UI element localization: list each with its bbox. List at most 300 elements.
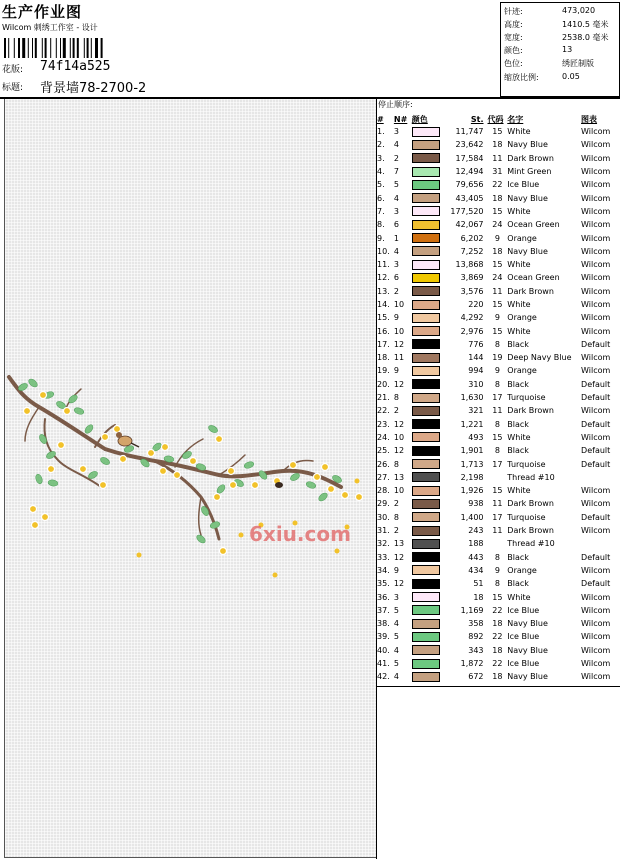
- stop-color: [412, 125, 448, 138]
- stop-code: 11: [492, 499, 503, 509]
- stop-index: 18.: [377, 353, 390, 363]
- table-row: [377, 577, 615, 590]
- stop-color: [412, 457, 448, 470]
- embroidery-design-image: [5, 99, 376, 857]
- stop-code: 24: [492, 273, 503, 283]
- stop-needle: 12: [393, 419, 405, 429]
- stop-name: Black: [507, 446, 529, 456]
- stop-index: 20.: [377, 379, 390, 389]
- col-stitches-header: St.: [470, 114, 484, 124]
- stop-chart: Wilcom: [581, 180, 611, 190]
- stat-value: 2538.0 毫米: [562, 33, 609, 42]
- stop-needle: 4: [393, 645, 399, 655]
- stop-stitches: 11,747: [455, 127, 484, 137]
- stop-color: [412, 431, 448, 444]
- stop-needle: 4: [393, 672, 399, 682]
- stop-name: White: [507, 592, 531, 602]
- stop-color: [412, 404, 448, 417]
- color-swatch: [412, 419, 440, 429]
- stop-index: 36.: [377, 592, 390, 602]
- table-row: [377, 364, 615, 377]
- stop-name: Dark Brown: [507, 526, 554, 536]
- stat-value: 473,020: [562, 6, 596, 15]
- stop-name: Deep Navy Blue: [507, 353, 572, 363]
- stop-color: [412, 218, 448, 231]
- table-row: [377, 497, 615, 510]
- stop-chart: Wilcom: [581, 167, 611, 177]
- stop-code: 8: [494, 339, 500, 349]
- stop-stitches: 18: [473, 592, 484, 602]
- color-swatch: [412, 180, 440, 190]
- stop-chart: Wilcom: [581, 193, 611, 203]
- stop-color: [412, 524, 448, 537]
- stop-color: [412, 285, 448, 298]
- stop-stitches: 51: [473, 579, 484, 589]
- stop-stitches: 243: [468, 526, 484, 536]
- stop-chart: Wilcom: [581, 206, 611, 216]
- stop-needle: 2: [393, 406, 399, 416]
- color-swatch: [412, 286, 440, 296]
- stop-color: [412, 258, 448, 271]
- color-swatch: [412, 167, 440, 177]
- stop-index: 14.: [377, 300, 390, 309]
- stop-needle: 1: [393, 233, 399, 243]
- col-name-header: 名字: [507, 114, 524, 124]
- table-row: [377, 644, 615, 657]
- stop-chart: Wilcom: [581, 246, 611, 256]
- pattern-value: 74f14a525: [40, 59, 111, 74]
- stop-name: Navy Blue: [507, 193, 548, 203]
- stop-chart: Default: [581, 579, 611, 589]
- stop-name: White: [507, 206, 531, 216]
- stop-stitches: 358: [468, 619, 484, 629]
- stop-needle: 10: [393, 432, 405, 442]
- stop-needle: 2: [393, 526, 399, 536]
- stop-chart: Wilcom: [581, 672, 611, 682]
- stop-index: 21.: [377, 393, 390, 403]
- stop-name: Navy Blue: [507, 645, 548, 655]
- stop-code: 17: [492, 393, 503, 403]
- stop-chart: Wilcom: [581, 220, 611, 230]
- stop-chart: Wilcom: [581, 273, 611, 283]
- table-row: [377, 670, 615, 683]
- stop-stitches: 12,494: [455, 167, 484, 177]
- color-swatch: [412, 260, 440, 270]
- table-row: [377, 657, 615, 670]
- stop-code: 8: [494, 379, 500, 389]
- table-row: [377, 457, 615, 470]
- stop-stitches: 7,252: [460, 246, 484, 256]
- color-swatch: [412, 393, 440, 403]
- stop-name: Navy Blue: [507, 619, 548, 629]
- table-row: [377, 191, 615, 204]
- stop-needle: 12: [393, 379, 405, 389]
- stop-stitches: 177,520: [450, 206, 484, 216]
- color-swatch: [412, 220, 440, 230]
- stop-index: 33.: [377, 552, 390, 562]
- stop-color: [412, 630, 448, 643]
- stop-needle: 6: [393, 273, 399, 283]
- stop-needle: 9: [393, 565, 399, 575]
- stop-name: Orange: [507, 366, 537, 376]
- table-row: [377, 537, 615, 550]
- stop-chart: Wilcom: [581, 659, 611, 669]
- color-swatch: [412, 140, 440, 150]
- color-swatch: [412, 539, 440, 549]
- stop-chart: Default: [581, 419, 611, 429]
- stop-index: 13.: [377, 286, 390, 296]
- stop-needle: 10: [393, 300, 405, 309]
- stop-name: Ocean Green: [507, 220, 560, 230]
- stop-stitches: 23,642: [455, 140, 484, 150]
- stop-needle: 3: [393, 260, 399, 270]
- color-swatch: [412, 246, 440, 256]
- stop-index: 31.: [377, 526, 390, 536]
- stop-needle: 6: [393, 220, 399, 230]
- stop-chart: [581, 537, 615, 550]
- stop-stitches: 2,976: [460, 326, 484, 336]
- color-swatch: [412, 326, 440, 336]
- stop-name: Dark Brown: [507, 286, 554, 296]
- stop-color: [412, 657, 448, 670]
- color-swatch: [412, 659, 440, 669]
- stop-color: [412, 577, 448, 590]
- stop-name: Dark Brown: [507, 153, 554, 163]
- stop-color: [412, 152, 448, 165]
- stop-index: 32.: [377, 539, 390, 549]
- stat-value: 绣匠制版: [562, 59, 594, 68]
- stop-code: 22: [492, 632, 503, 642]
- stop-index: 27.: [377, 472, 390, 482]
- stop-stitches: 13,868: [455, 260, 484, 270]
- stop-code: 11: [492, 526, 503, 536]
- table-row: [377, 218, 615, 231]
- stop-chart: Wilcom: [581, 592, 611, 602]
- table-row: [377, 205, 615, 218]
- stop-code: 18: [492, 645, 503, 655]
- stop-color: [412, 564, 448, 577]
- table-row: [377, 431, 615, 444]
- stop-name: Dark Brown: [507, 499, 554, 509]
- col-code-header: 代码: [487, 114, 504, 124]
- stop-needle: 12: [393, 579, 405, 589]
- color-swatch: [412, 273, 440, 283]
- stop-needle: 10: [393, 326, 405, 336]
- table-row: [377, 338, 615, 351]
- header-block: [0, 0, 494, 96]
- color-swatch: [412, 446, 440, 456]
- stop-name: Dark Brown: [507, 406, 554, 416]
- stop-needle: 5: [393, 605, 399, 615]
- stop-chart: Wilcom: [581, 260, 611, 270]
- table-row: [377, 258, 615, 271]
- stop-stitches: 43,405: [455, 193, 484, 203]
- stop-needle: 3: [393, 592, 399, 602]
- color-swatch: [412, 193, 440, 203]
- stop-sequence-title: 停止顺序:: [378, 100, 413, 109]
- color-swatch: [412, 406, 440, 416]
- stop-name: Black: [507, 379, 529, 389]
- table-row: [377, 311, 615, 324]
- stop-chart: Wilcom: [581, 632, 611, 642]
- stop-needle: 7: [393, 167, 399, 177]
- stop-code: 17: [492, 512, 503, 522]
- stop-code: 15: [492, 300, 503, 309]
- stop-index: 42.: [377, 672, 390, 682]
- stop-code: 15: [492, 127, 503, 137]
- stop-code: 9: [494, 313, 500, 323]
- stop-stitches: 188: [468, 539, 484, 549]
- stop-stitches: 1,221: [460, 419, 484, 429]
- col-index-header: #: [377, 114, 384, 124]
- stop-index: 29.: [377, 499, 390, 509]
- table-row: [377, 378, 615, 391]
- stop-name: Black: [507, 419, 529, 429]
- stop-chart: Wilcom: [581, 406, 611, 416]
- stop-chart: Wilcom: [581, 486, 611, 496]
- stop-index: 9.: [377, 233, 385, 243]
- stop-code: 18: [492, 193, 503, 203]
- table-row: [377, 418, 615, 431]
- stop-index: 12.: [377, 273, 390, 283]
- stop-name: Orange: [507, 565, 537, 575]
- stop-code: 11: [492, 153, 503, 163]
- stop-name: White: [507, 300, 531, 309]
- stop-index: 2.: [377, 140, 385, 150]
- stop-color: [412, 378, 448, 391]
- stop-index: 24.: [377, 432, 390, 442]
- color-swatch: [412, 339, 440, 349]
- color-swatch: [412, 565, 440, 575]
- color-swatch: [412, 206, 440, 216]
- stop-stitches: 1,169: [460, 605, 484, 615]
- table-row: [377, 165, 615, 178]
- table-row: [377, 298, 615, 311]
- stop-color: [412, 497, 448, 510]
- stop-color: [412, 670, 448, 683]
- stop-name: Thread #10: [507, 472, 555, 482]
- stop-name: Ice Blue: [507, 605, 540, 615]
- stop-code: 18: [492, 246, 503, 256]
- stop-code: 15: [492, 260, 503, 270]
- stop-stitches: 434: [468, 565, 484, 575]
- stop-needle: 8: [393, 512, 399, 522]
- stop-color: [412, 484, 448, 497]
- color-swatch: [412, 619, 440, 629]
- stop-name: Ocean Green: [507, 273, 560, 283]
- stop-color: [412, 338, 448, 351]
- stop-code: 11: [492, 286, 503, 296]
- color-swatch: [412, 645, 440, 655]
- stop-index: 37.: [377, 605, 390, 615]
- stop-index: 39.: [377, 632, 390, 642]
- stop-color: [412, 590, 448, 603]
- stat-label: 缩放比例:: [504, 73, 539, 82]
- stop-index: 6.: [377, 193, 385, 203]
- stop-index: 22.: [377, 406, 390, 416]
- table-row: [377, 590, 615, 603]
- color-swatch: [412, 353, 440, 363]
- stop-code: 18: [492, 140, 503, 150]
- stop-color: [412, 444, 448, 457]
- barcode-image: [4, 38, 124, 58]
- stop-color: [412, 391, 448, 404]
- stop-index: 35.: [377, 579, 390, 589]
- stop-stitches: 1,926: [460, 486, 484, 496]
- stop-color: [412, 178, 448, 191]
- stop-color: [412, 644, 448, 657]
- stop-chart: Wilcom: [581, 313, 611, 323]
- table-bottom-rule: [377, 686, 620, 687]
- stop-index: 11.: [377, 260, 390, 270]
- stop-code: 18: [492, 619, 503, 629]
- stop-chart: Wilcom: [581, 366, 611, 376]
- stat-label: 高度:: [504, 20, 523, 29]
- stop-chart: Wilcom: [581, 499, 611, 509]
- table-row: [377, 245, 615, 258]
- stop-code: 18: [492, 672, 503, 682]
- color-swatch: [412, 605, 440, 615]
- stop-needle: 13: [393, 472, 405, 482]
- stop-stitches: 3,576: [460, 286, 484, 296]
- stop-chart: Default: [581, 552, 611, 562]
- stop-needle: 12: [393, 339, 405, 349]
- stop-name: White: [507, 326, 531, 336]
- stop-color: [412, 165, 448, 178]
- color-swatch: [412, 366, 440, 376]
- stat-value: 1410.5 毫米: [562, 20, 609, 29]
- stop-code: [488, 471, 508, 484]
- table-row: [377, 138, 615, 151]
- stop-name: White: [507, 127, 531, 137]
- stop-name: Orange: [507, 313, 537, 323]
- table-row: [377, 404, 615, 417]
- stop-name: Orange: [507, 233, 537, 243]
- stop-needle: 3: [393, 127, 399, 137]
- stop-color: [412, 617, 448, 630]
- stop-color: [412, 231, 448, 244]
- stop-chart: Wilcom: [581, 645, 611, 655]
- table-row: [377, 484, 615, 497]
- stop-color: [412, 604, 448, 617]
- stop-color: [412, 138, 448, 151]
- stop-stitches: 220: [468, 300, 484, 309]
- table-row: [377, 617, 615, 630]
- table-row: [377, 351, 615, 364]
- stop-stitches: 343: [468, 645, 484, 655]
- color-swatch: [412, 233, 440, 243]
- stop-chart: Wilcom: [581, 233, 611, 243]
- color-swatch: [412, 526, 440, 536]
- stop-chart: Default: [581, 339, 611, 349]
- stop-needle: 5: [393, 659, 399, 669]
- stop-code: 11: [492, 406, 503, 416]
- stop-code: 24: [492, 220, 503, 230]
- stop-stitches: 994: [468, 366, 484, 376]
- table-row: [377, 471, 615, 484]
- stop-needle: 4: [393, 140, 399, 150]
- stop-chart: Wilcom: [581, 286, 611, 296]
- stop-index: 19.: [377, 366, 390, 376]
- stop-color: [412, 418, 448, 431]
- stop-index: 17.: [377, 339, 390, 349]
- stop-chart: Wilcom: [581, 526, 611, 536]
- stop-index: 15.: [377, 313, 390, 323]
- stop-needle: 12: [393, 446, 405, 456]
- color-swatch: [412, 672, 440, 682]
- stop-color: [412, 191, 448, 204]
- table-row: [377, 178, 615, 191]
- stop-index: 5.: [377, 180, 385, 190]
- stop-needle: 3: [393, 206, 399, 216]
- watermark-text: 6xiu.com: [249, 522, 351, 546]
- col-needle-header: N#: [393, 114, 408, 124]
- table-row: [377, 511, 615, 524]
- stat-label: 针迹:: [504, 7, 523, 16]
- color-swatch: [412, 127, 440, 137]
- stop-color: [412, 537, 448, 550]
- table-row: [377, 285, 615, 298]
- col-chart-header: 图表: [581, 114, 598, 124]
- stop-name: Mint Green: [507, 167, 552, 177]
- stop-index: 16.: [377, 326, 390, 336]
- stop-name: White: [507, 432, 531, 442]
- table-row: [377, 444, 615, 457]
- stop-chart: Wilcom: [581, 619, 611, 629]
- stop-stitches: 1,713: [460, 459, 484, 469]
- stop-stitches: 1,400: [460, 512, 484, 522]
- stop-code: 8: [494, 446, 500, 456]
- stop-chart: [581, 471, 615, 484]
- stop-code: 15: [492, 432, 503, 442]
- stop-code: 15: [492, 206, 503, 216]
- stop-color: [412, 205, 448, 218]
- stop-index: 23.: [377, 419, 390, 429]
- stop-name: Ice Blue: [507, 659, 540, 669]
- stop-code: [488, 537, 508, 550]
- stop-stitches: 3,869: [460, 273, 484, 283]
- stop-chart: Wilcom: [581, 300, 611, 309]
- color-swatch: [412, 499, 440, 509]
- stop-needle: 5: [393, 180, 399, 190]
- stat-value: 0.05: [562, 72, 580, 81]
- document-title: 生产作业图: [2, 3, 83, 21]
- stop-code: 9: [494, 565, 500, 575]
- stop-chart: Default: [581, 512, 611, 522]
- stop-color: [412, 324, 448, 337]
- stop-chart: Wilcom: [581, 153, 611, 163]
- stop-index: 26.: [377, 459, 390, 469]
- stop-stitches: 2,198: [460, 472, 484, 482]
- stop-name: Navy Blue: [507, 140, 548, 150]
- stop-code: 19: [492, 353, 503, 363]
- table-row: [377, 524, 615, 537]
- stop-name: Thread #10: [507, 539, 555, 549]
- stop-code: 8: [494, 579, 500, 589]
- stop-chart: Wilcom: [581, 127, 611, 137]
- stop-index: 40.: [377, 645, 390, 655]
- leaf-icon: [17, 377, 343, 544]
- stop-name: Ice Blue: [507, 632, 540, 642]
- stop-index: 34.: [377, 565, 390, 575]
- stop-needle: 8: [393, 393, 399, 403]
- stop-color: [412, 471, 448, 484]
- stop-color: [412, 511, 448, 524]
- stop-chart: Wilcom: [581, 565, 611, 575]
- color-swatch: [412, 300, 440, 310]
- stop-code: 31: [492, 167, 503, 177]
- stop-needle: 13: [393, 539, 405, 549]
